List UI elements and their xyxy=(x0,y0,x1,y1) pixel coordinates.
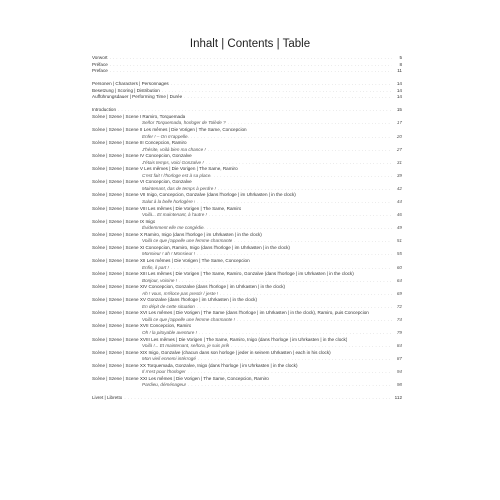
table-of-contents xyxy=(92,55,402,402)
toc-leader-dots xyxy=(110,68,392,75)
toc-leader-dots xyxy=(191,134,392,141)
toc-entry-title: Scène | Szene | Scene XVII Concepcion, Ramiro xyxy=(92,323,192,329)
toc-entry-title: Mon vieil ennemi intérrogé xyxy=(142,356,196,362)
toc-entry-title: Oh ! la pitoyable aventure ! xyxy=(142,329,197,335)
toc-entry-title: Scène | Szene | Scene XX Torquemada, Gonzalve, Inigo (dans l'horloge | im Uhrkasten | in the clock) xyxy=(92,362,298,368)
toc-entry-title: Scène | Szene | Scene XIX Inigo, Gonzalve (chacun dans son horloge | jeder in seinem Uhrkasten | each in his clock) xyxy=(92,349,331,355)
toc-entry[interactable] xyxy=(92,395,402,402)
toc-page-number: 15 xyxy=(396,107,402,113)
toc-entry-title: Enfer ! – On m'appelle. xyxy=(142,133,189,139)
toc-entry-title: Ah ! vous, m'éloce pas prestir / jeste ! xyxy=(142,290,219,296)
toc-entry-title: Scène | Szene | Scene XV Gonzalve (dans l'horloge | im Uhrkasten | in the clock) xyxy=(92,297,257,303)
toc-entry-title: Personen | Characters | Personnages xyxy=(92,81,169,87)
toc-entry-title: Scène | Szene | Scene V Les mêmes | Die Vorigen | The Same, Ramiro xyxy=(92,166,238,172)
toc-page-number: 39 xyxy=(396,172,402,178)
toc-leader-dots xyxy=(237,317,392,324)
toc-entry-title: Scène | Szene | Scene XI Concepcion, Ramiro, Inigo (dans l'horloge | im Uhrkasten | in the clock) xyxy=(92,244,290,250)
toc-page-number: 17 xyxy=(396,120,402,126)
toc-page-number: 42 xyxy=(396,185,402,191)
toc-entry-title: Il n'est pour l'horloger xyxy=(142,369,186,375)
page-title: Inhalt | Contents | Table xyxy=(189,38,311,50)
toc-page-number: 20 xyxy=(396,133,402,139)
toc-leader-dots xyxy=(124,395,392,402)
toc-entry-title: Préface xyxy=(92,61,108,67)
toc-leader-dots xyxy=(209,212,392,219)
toc-leader-dots xyxy=(188,382,392,389)
toc-page-number: 14 xyxy=(396,94,402,100)
toc-leader-dots xyxy=(208,147,392,154)
toc-page-number: 11 xyxy=(397,68,402,74)
toc-page-number: 84 xyxy=(396,343,402,349)
toc-entry-title: Scène | Szene | Scene IV Concepcion, Gonzalve xyxy=(92,153,192,159)
toc-entry-title: Scène | Szene | Scene X Ramiro, Inigo (dans l'horloge | im Uhrkasten | in the clock) xyxy=(92,231,262,237)
toc-entry-title: C'est fait ! l'horloge est à sa place. xyxy=(142,172,212,178)
toc-entry-title: Scène | Szene | Scene VII Inigo, Concepcion, Gonzalve (dans l'horloge | im Uhrkasten | in the clock) xyxy=(92,192,296,198)
toc-entry[interactable] xyxy=(92,68,402,75)
toc-entry-title: Voilà !... Et maintenant, señora, je suis prêt xyxy=(142,343,230,349)
toc-page-number: 14 xyxy=(396,87,402,93)
toc-entry-title: Livret | Libretto xyxy=(92,395,123,401)
toc-entry-title: Scène | Szene | Scene VI Concepcion, Gonzalve xyxy=(92,179,192,185)
toc-entry-title: En dépit de cette situation xyxy=(142,303,195,309)
toc-entry-title: Enfin, il part ! xyxy=(142,264,169,270)
toc-entry-title: Voilà... Et maintenant, à l'autre ! xyxy=(142,212,207,218)
toc-page-number: 27 xyxy=(396,146,402,152)
toc-entry-title: Pardieu, déménageur xyxy=(142,382,187,388)
toc-page-number: 14 xyxy=(396,81,402,87)
toc-entry-title: Scène | Szene | Scene XII Les mêmes | Die Vorigen | The Same, Concepcion xyxy=(92,257,250,263)
toc-entry-title: Scène | Szene | Scene XVIII Les mêmes | Die Vorigen | The Same, Ramiro, Inigo (dans l'horloge | im Uhrkasten | in the clock) xyxy=(92,336,348,342)
toc-entry-title: Voilà ce que j'appelle une femme charmante xyxy=(142,238,233,244)
toc-page-number: 60 xyxy=(396,264,402,270)
toc-page-number: 98 xyxy=(396,382,402,388)
toc-entry-title: Scène | Szene | Scene XIII Les mêmes | Die Vorigen | The Same, Ramiro, Gonzalve (dans l'horloge | im Uhrkasten | in the clock) xyxy=(92,271,354,277)
toc-entry-title: Scène | Szene | Scene VIII Les mêmes | Die Vorigen | The Same, Ramiro xyxy=(92,205,242,211)
toc-page-number: 46 xyxy=(396,212,402,218)
toc-entry-title: Besetzung | Scoring | Distribution xyxy=(92,87,160,93)
toc-page-number: 94 xyxy=(396,369,402,375)
toc-entry-title: Scène | Szene | Scene XXI Les mêmes | Die Vorigen | The Same, Concepcion, Ramiro xyxy=(92,375,269,381)
toc-page-number: 44 xyxy=(396,199,402,205)
toc-entry-title: Scène | Szene | Scene XIV Concepcion, Gonzalve (dans l'horloge | im Uhrkasten | in the clock) xyxy=(92,284,286,290)
toc-entry-title: Évidemment elle me congédie. xyxy=(142,225,205,231)
toc-page-number: 87 xyxy=(396,356,402,362)
toc-entry-title: Maintenant, das de temps à perdre ! xyxy=(142,185,216,191)
toc-page-number: 79 xyxy=(396,329,402,335)
toc-entry-title: Scène | Szene | Scene II Les mêmes | Die Vorigen | The Same, Concepcion xyxy=(92,127,247,133)
toc-entry-title: Salut à la belle horlogère ! xyxy=(142,199,196,205)
toc-page-number: 5 xyxy=(399,55,402,60)
toc-entry-title: Aufführungsdauer | Performing Time | Durée xyxy=(92,94,183,100)
toc-entry-title: Señor Torquemada, horloger de Tolède ? xyxy=(142,120,226,126)
toc-entry-title: Preface xyxy=(92,68,108,74)
toc-entry-title: J'étais temps, voici Gonzalve ! xyxy=(142,159,204,165)
toc-page-number: 112 xyxy=(394,395,402,401)
toc-entry-title: Scène | Szene | Scene I Ramiro, Torquemada xyxy=(92,113,186,119)
toc-page-number: 55 xyxy=(396,251,402,257)
toc-entry-title: Monsieur ! ah ! Monsieur ! xyxy=(142,251,196,257)
toc-leader-dots xyxy=(184,94,392,101)
toc-entry-title: J'hésite, voilà bien ma chance ! xyxy=(142,146,206,152)
toc-entry-title: Introduction xyxy=(92,107,117,113)
toc-page-number: 64 xyxy=(396,277,402,283)
toc-page-number: 49 xyxy=(396,225,402,231)
toc-entry-title: Scène | Szene | Scene XVI Les mêmes | Die Vorigen | The Same (dans l'horloge | im Uhrkasten | in the clock), Ramiro, puis Concepcion xyxy=(92,310,369,316)
toc-page-number: 74 xyxy=(396,316,402,322)
toc-page-number: 51 xyxy=(396,238,402,244)
toc-page-number: 31 xyxy=(396,159,402,165)
toc-entry-title: Voilà ce que j'appelle une femme charmante ! xyxy=(142,316,235,322)
toc-leader-dots xyxy=(214,173,392,180)
toc-entry-title: Scène | Szene | Scene III Concepcion, Ramiro xyxy=(92,140,187,146)
toc-entry[interactable] xyxy=(92,94,402,101)
toc-page-number: 72 xyxy=(396,303,402,309)
toc-page-number: 8 xyxy=(399,61,402,67)
toc-page-number: 69 xyxy=(396,290,402,296)
toc-leader-dots xyxy=(228,120,392,127)
toc-entry-title: Scène | Szene | Scene IX Inigo xyxy=(92,218,156,224)
toc-entry-title: Bonjour, voisine ! xyxy=(142,277,177,283)
toc-entry-title: Vorwort xyxy=(92,55,108,60)
